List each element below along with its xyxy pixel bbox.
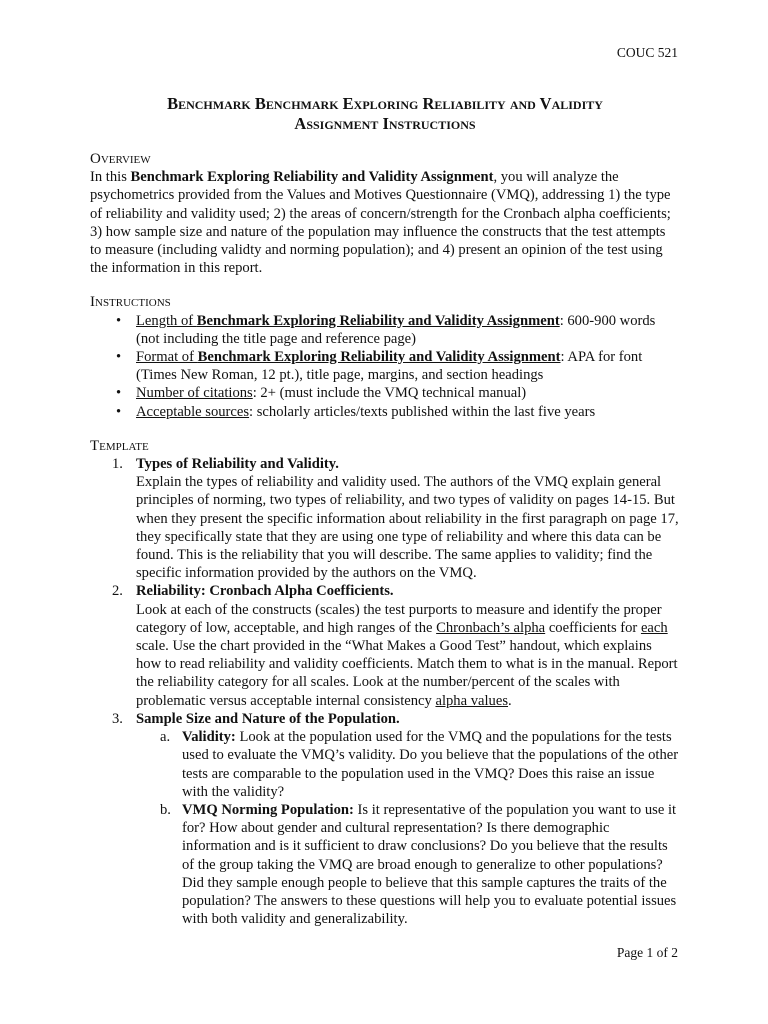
instruction-label: Number of citations	[136, 385, 253, 402]
item-title: Reliability: Cronbach Alpha Coefficients.	[136, 583, 394, 600]
instruction-label: Format of	[136, 349, 198, 366]
sub-item-b	[160, 801, 680, 928]
overview-heading: Overview	[90, 151, 151, 167]
sub-item-body: Look at the population used for the VMQ and the populations for the tests used to evaluate the VMQ’s validity. Do you believe that the populations of the other tests are comparable to the population used in the VMQ? Does this raise an issue with the validity?	[182, 729, 679, 800]
page-number: Page 1 of 2	[616, 945, 678, 960]
instruction-label-bold: Benchmark Exploring Reliability and Validity Assignment	[197, 349, 561, 366]
sub-item-body: Is it representative of the population you want to use it for? How about gender and cultural representation? Is there demographic information and is it sufficient to draw conclusions? Do you believe that the results of the group taking the VMQ are broad enough to generalize to other populations? Did they sample enough people to believe that this sample captures the traits of the population? The answers to these questions will help you to evaluate potential issues with both validity and generalizability.	[182, 801, 677, 928]
item-number: 1.	[112, 456, 123, 473]
instruction-detail: : 600-900 words (not including the title page and reference page)	[136, 312, 656, 347]
instruction-label-bold: Benchmark Exploring Reliability and Validity Assignment	[196, 312, 560, 329]
template-section	[90, 437, 680, 928]
body-text: Look at each of the constructs (scales) the test purports to measure and identify the proper category of low, acceptable, and high ranges of the	[136, 601, 662, 636]
body-text: coefficients for	[545, 619, 641, 636]
item-title: Sample Size and Nature of the Population.	[136, 710, 400, 727]
item-number: 2.	[112, 583, 123, 600]
item-number: 3.	[112, 710, 123, 727]
item-body: Explain the types of reliability and validity used. The authors of the VMQ explain general principles of norming, two types of reliability, and two types of validity on pages 14-15. But when they present the specific information about reliability in the first paragraph on page 17, they specifically state that they are using one type of reliability and where this data can be found. This is the reliability that you will describe. The same applies to validity; find the specific information provided by the authors on the VMQ.	[136, 474, 679, 582]
list-item	[136, 312, 680, 348]
list-item	[136, 403, 680, 421]
instructions-section	[90, 293, 680, 420]
overview-intro: In this	[90, 169, 131, 186]
list-item	[136, 348, 680, 384]
overview-section	[90, 150, 680, 277]
instruction-detail: : 2+ (must include the VMQ technical manual)	[252, 385, 527, 402]
sub-item-label: Validity:	[182, 729, 236, 746]
instructions-list	[90, 312, 680, 421]
sub-item-label: VMQ Norming Population:	[182, 801, 354, 818]
body-text: .	[508, 692, 512, 709]
underlined-term: alpha values	[435, 692, 509, 709]
sub-item-letter: b.	[160, 801, 171, 818]
item-body	[136, 601, 680, 710]
title-line-1: Benchmark Benchmark Exploring Reliability and Validity	[167, 94, 603, 113]
overview-paragraph	[90, 168, 680, 277]
overview-rest: , you will analyze the psychometrics provided from the Values and Motives Questionnaire (VMQ), addressing 1) the type of reliability and validity used; 2) the areas of concern/strength for the Cronbach alpha coefficients; 3) how sample size and nature of the population may influence the constructs that the test attempts to measure (including validty and norming population); and 4) present an opinion of the test using the information in this report.	[90, 169, 671, 277]
template-heading: Template	[90, 437, 149, 454]
instruction-detail: : APA for font (Times New Roman, 12 pt.), title page, margins, and section headings	[136, 349, 643, 384]
instruction-label: Acceptable sources	[136, 403, 250, 420]
overview-assignment-name: Benchmark Exploring Reliability and Validity Assignment	[130, 169, 494, 186]
sub-list	[136, 728, 680, 928]
template-item-1	[112, 455, 680, 582]
body-text: scale. Use the chart provided in the “What Makes a Good Test” handout, which explains how to read reliability and validity coefficients. Match them to what is in the manual. Report the reliability category for all scales. Look at the number/percent of the scales with problematic versus acceptable internal consistency	[136, 638, 678, 709]
sub-item-a	[160, 728, 680, 801]
underlined-term: each	[640, 619, 668, 636]
underlined-term: Chronbach’s alpha	[436, 619, 546, 636]
list-item	[136, 384, 680, 402]
document-body	[90, 150, 680, 944]
instruction-detail: : scholarly articles/texts published within the last five years	[249, 403, 596, 420]
template-item-2	[112, 582, 680, 709]
title-line-2: Assignment Instructions	[294, 114, 476, 133]
document-title	[90, 94, 680, 134]
item-title: Types of Reliability and Validity.	[136, 456, 339, 473]
instruction-label: Length of	[136, 312, 197, 329]
template-list	[90, 455, 680, 928]
template-item-3	[112, 710, 680, 928]
sub-item-letter: a.	[160, 729, 171, 746]
course-code: COUC 521	[616, 45, 678, 60]
instructions-heading: Instructions	[90, 294, 171, 311]
